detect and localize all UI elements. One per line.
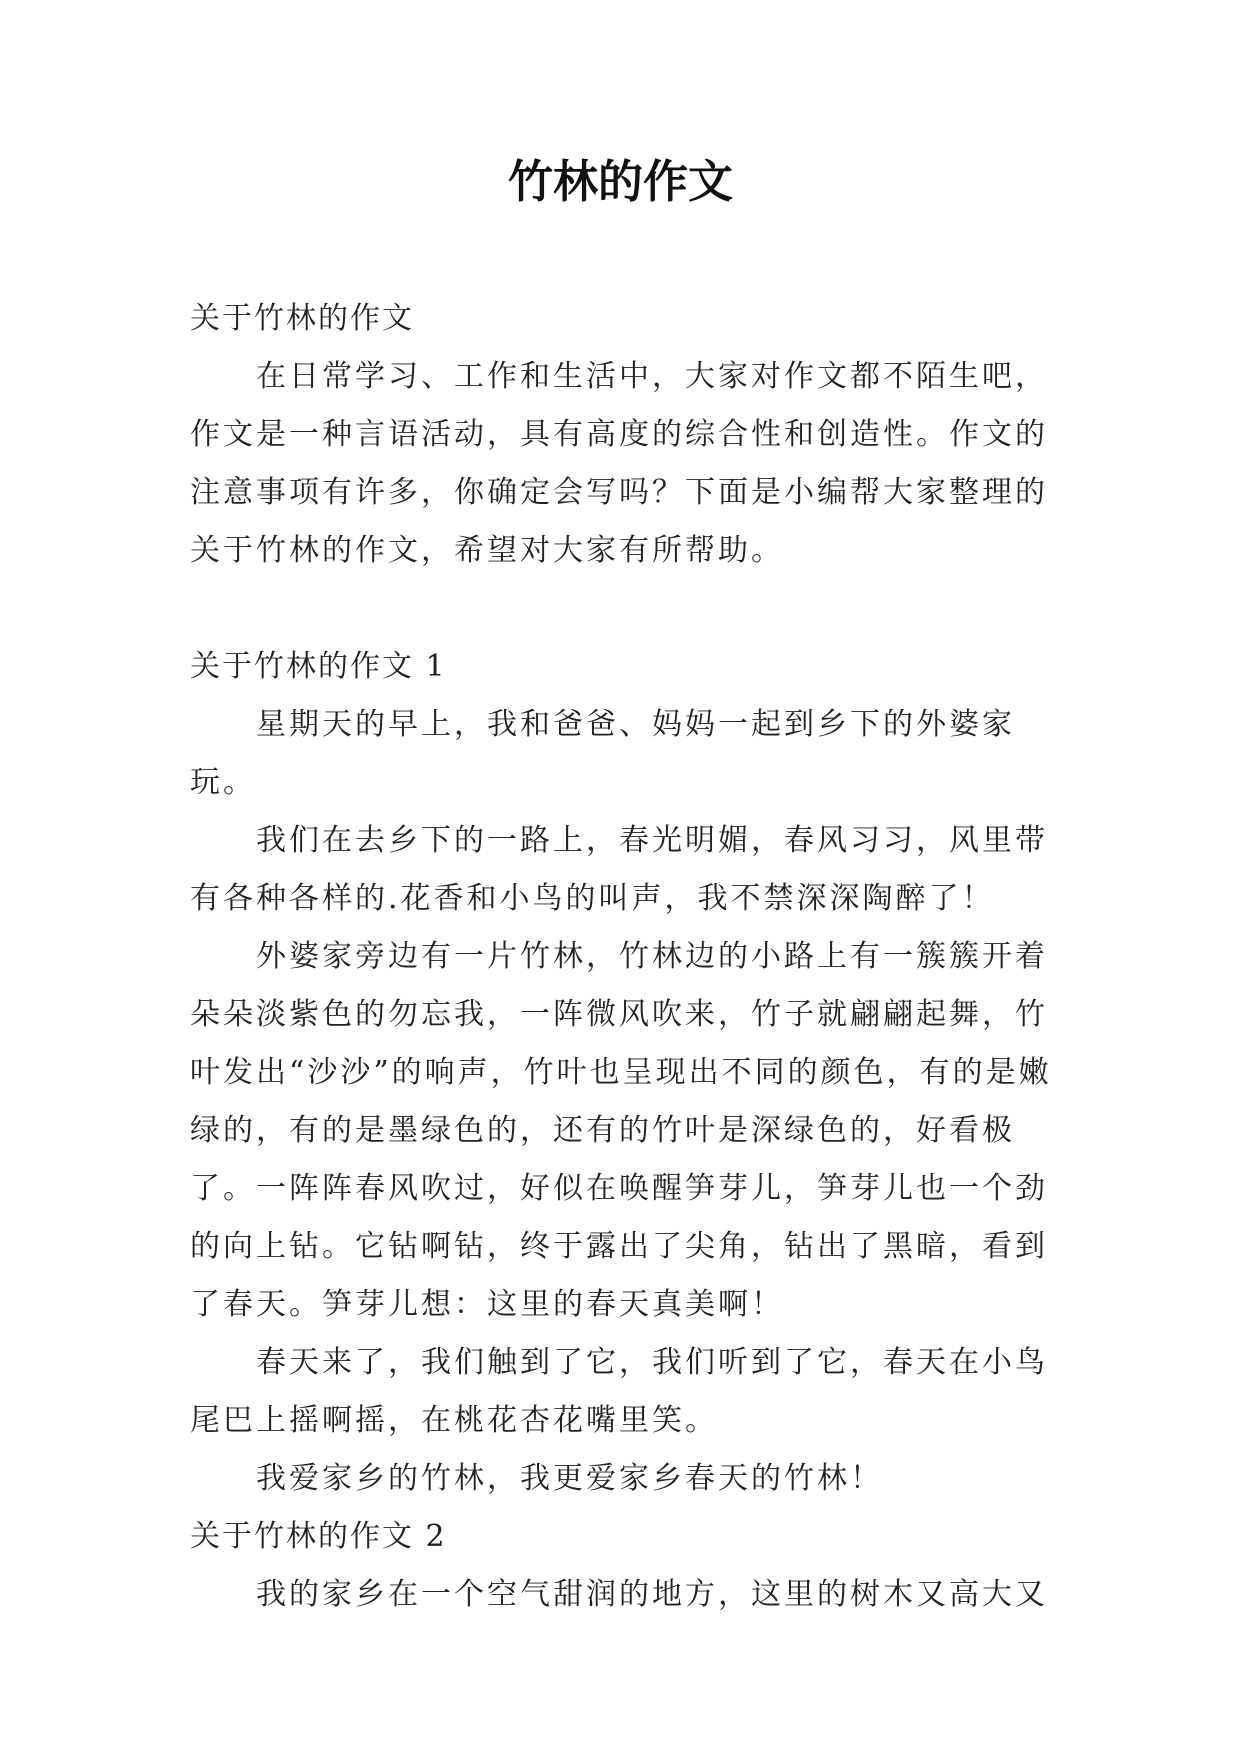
essay-1-paragraph-4: 春天来了，我们触到了它，我们听到了它，春天在小鸟尾巴上摇啊摇，在桃花杏花嘴里笑。 [190,1345,1048,1438]
intro-paragraph: 在日常学习、工作和生活中，大家对作文都不陌生吧，作文是一种言语活动，具有高度的综合性和创造性。作文的注意事项有许多，你确定会写吗？下面是小编帮大家整理的关于竹林的作文，希望对大家有所帮助。 [190,359,1048,568]
essay-2-paragraph-1: 我的家乡在一个空气甜润的地方，这里的树木又高大又 [256,1577,1048,1612]
essay-2-heading: 关于竹林的作文 2 [190,1519,447,1554]
essay-1-paragraph-1: 星期天的早上，我和爸爸、妈妈一起到乡下的外婆家玩。 [190,707,1015,800]
essay-1-paragraph-3: 外婆家旁边有一片竹林，竹林边的小路上有一簇簇开着朵朵淡紫色的勿忘我，一阵微风吹来，竹子就翩翩起舞，竹叶发出“沙沙”的响声，竹叶也呈现出不同的颜色，有的是嫩绿的，有的是墨绿色的，还有的竹叶是深绿色的，好看极了。一阵阵春风吹过，好似在唤醒笋芽儿，笋芽儿也一个劲的向上钻。它钻啊钻，终于露出了尖角，钻出了黑暗，看到了春天。笋芽儿想：这里的春天真美啊！ [190,939,1052,1322]
intro-heading: 关于竹林的作文 [190,301,414,336]
essay-1-heading: 关于竹林的作文 1 [190,649,447,684]
document-title: 竹林的作文 [507,155,733,208]
document-body [190,290,1060,1624]
essay-1-paragraph-5: 我爱家乡的竹林，我更爱家乡春天的竹林！ [256,1461,883,1496]
section-spacer [190,580,1060,638]
essay-1-paragraph-2: 我们在去乡下的一路上，春光明媚，春风习习，风里带有各种各样的.花香和小鸟的叫声，我不禁深深陶醉了！ [190,823,1048,916]
